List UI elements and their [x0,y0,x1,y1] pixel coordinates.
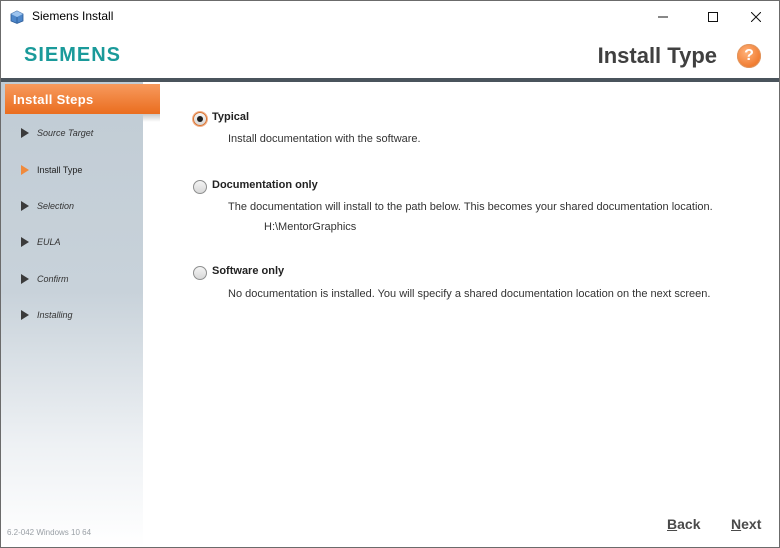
siemens-logo: SIEMENS [24,44,122,66]
close-button[interactable] [733,1,779,32]
install-steps-title: Install Steps [13,91,94,107]
step-arrow-icon [21,274,29,284]
next-button[interactable] [731,516,761,532]
step-confirm [1,266,143,292]
software-only-label[interactable]: Software only [212,265,285,277]
documentation-path: H:\MentorGraphics [264,221,357,233]
step-arrow-icon [21,237,29,247]
software-only-radio[interactable] [193,266,207,280]
step-arrow-icon [21,165,29,175]
step-label: Installing [37,310,73,320]
window-title: Siemens Install [32,9,114,23]
documentation-only-radio[interactable] [193,180,207,194]
step-arrow-icon [21,201,29,211]
next-label: ext [741,516,762,532]
minimize-icon [658,12,668,22]
step-label: Install Type [37,165,83,175]
step-arrow-icon [21,128,29,138]
help-button[interactable] [737,44,761,68]
step-label: Confirm [37,274,69,284]
step-selection [1,193,143,219]
software-only-description: No documentation is installed. You will specify a shared documentation location on the next screen. [228,288,711,300]
minimize-button[interactable] [640,1,686,32]
back-mnemonic: B [667,516,678,532]
back-label: ack [677,516,701,532]
typical-radio[interactable] [193,112,207,126]
next-mnemonic: N [731,516,742,532]
step-label: EULA [37,237,61,247]
installer-box-icon [10,10,24,24]
install-steps-header [5,84,160,114]
step-install-type [1,157,143,183]
step-source-target [1,120,143,146]
documentation-only-label[interactable]: Documentation only [212,179,318,191]
typical-description: Install documentation with the software. [228,133,421,145]
maximize-icon [708,12,718,22]
page-title: Install Type [597,43,717,68]
version-text: 6.2-042 Windows 10 64 [7,528,92,537]
step-label: Selection [37,201,75,211]
step-label: Source Target [37,128,94,138]
steps-header-shadow [143,114,160,122]
back-button[interactable] [667,516,700,532]
step-eula [1,229,143,255]
typical-label[interactable]: Typical [212,111,250,123]
step-arrow-icon [21,310,29,320]
step-installing [1,302,143,328]
close-icon [751,12,761,22]
documentation-only-description: The documentation will install to the path below. This becomes your shared documentation location. [228,201,713,213]
maximize-button[interactable] [690,1,736,32]
install-steps-sidebar [1,82,143,547]
title-bar [1,1,779,32]
help-icon: ? [744,47,754,64]
